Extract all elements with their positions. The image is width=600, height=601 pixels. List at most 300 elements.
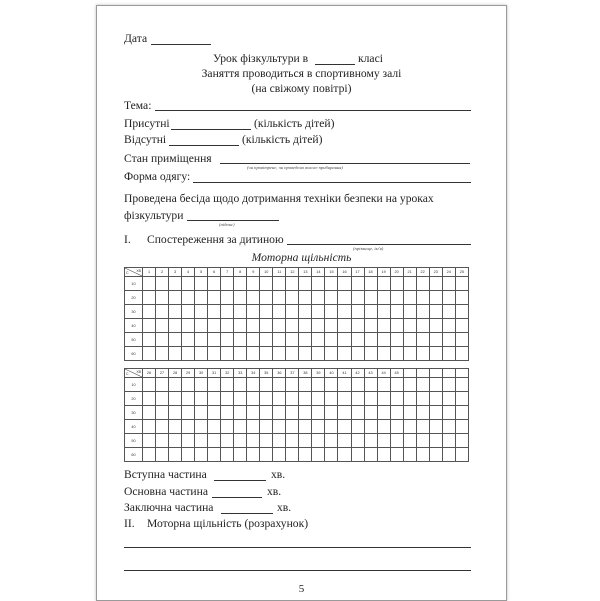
grid-cell[interactable] [403,305,416,319]
grid-cell[interactable] [260,448,273,462]
grid-cell[interactable] [351,448,364,462]
grid-cell[interactable] [260,434,273,448]
grid-cell[interactable] [351,347,364,361]
grid-cell[interactable] [312,448,325,462]
grid-cell[interactable] [169,277,182,291]
grid-cell[interactable] [143,277,156,291]
grid-cell[interactable] [195,448,208,462]
grid-cell[interactable] [260,420,273,434]
grid-cell[interactable] [351,378,364,392]
grid-cell[interactable] [351,333,364,347]
grid-cell[interactable] [156,448,169,462]
grid-cell[interactable] [338,434,351,448]
grid-cell[interactable] [442,406,455,420]
grid-cell[interactable] [312,305,325,319]
grid-cell[interactable] [182,319,195,333]
grid-cell[interactable] [299,406,312,420]
grid-cell[interactable] [182,333,195,347]
grid-cell[interactable] [195,406,208,420]
grid-cell[interactable] [325,406,338,420]
grid-cell[interactable] [364,392,377,406]
grid-cell[interactable] [364,305,377,319]
grid-cell[interactable] [286,420,299,434]
grid-cell[interactable] [169,333,182,347]
grid-cell[interactable] [455,448,468,462]
grid-cell[interactable] [182,434,195,448]
final-part-field[interactable] [221,513,273,514]
grid-cell[interactable] [364,378,377,392]
grid-cell[interactable] [234,291,247,305]
grid-cell[interactable] [221,319,234,333]
grid-cell[interactable] [143,392,156,406]
grid-cell[interactable] [403,406,416,420]
grid-cell[interactable] [182,392,195,406]
grid-cell[interactable] [299,420,312,434]
grid-cell[interactable] [286,333,299,347]
grid-cell[interactable] [390,378,403,392]
grid-cell[interactable] [156,347,169,361]
grid-cell[interactable] [195,434,208,448]
grid-cell[interactable] [208,420,221,434]
grid-cell[interactable] [221,291,234,305]
grid-cell[interactable] [299,319,312,333]
grid-cell[interactable] [273,434,286,448]
grid-cell[interactable] [403,448,416,462]
grid-cell[interactable] [429,420,442,434]
grid-cell[interactable] [390,420,403,434]
present-field[interactable] [171,129,251,130]
grid-cell[interactable] [286,448,299,462]
grid-cell[interactable] [416,448,429,462]
grid-cell[interactable] [403,347,416,361]
grid-cell[interactable] [208,434,221,448]
grid-cell[interactable] [416,434,429,448]
grid-cell[interactable] [260,333,273,347]
grid-cell[interactable] [208,392,221,406]
grid-cell[interactable] [351,319,364,333]
grid-cell[interactable] [377,291,390,305]
grid-cell[interactable] [338,406,351,420]
grid-cell[interactable] [442,392,455,406]
grid-cell[interactable] [429,448,442,462]
grid-cell[interactable] [312,319,325,333]
grid-cell[interactable] [416,305,429,319]
grid-cell[interactable] [390,305,403,319]
grid-cell[interactable] [234,277,247,291]
grid-cell[interactable] [221,434,234,448]
grid-cell[interactable] [377,347,390,361]
grid-cell[interactable] [143,347,156,361]
grid-cell[interactable] [299,333,312,347]
grid-cell[interactable] [143,305,156,319]
grid-cell[interactable] [182,420,195,434]
topic-field[interactable] [155,110,471,111]
grid-cell[interactable] [195,277,208,291]
grid-cell[interactable] [221,392,234,406]
grid-cell[interactable] [416,378,429,392]
grid-cell[interactable] [338,448,351,462]
grid-cell[interactable] [364,434,377,448]
grid-cell[interactable] [273,305,286,319]
grid-cell[interactable] [143,434,156,448]
grid-cell[interactable] [390,406,403,420]
grid-cell[interactable] [442,420,455,434]
grid-cell[interactable] [195,420,208,434]
grid-cell[interactable] [195,333,208,347]
grid-cell[interactable] [364,420,377,434]
grid-cell[interactable] [325,277,338,291]
grid-cell[interactable] [312,347,325,361]
grid-cell[interactable] [325,420,338,434]
grid-cell[interactable] [143,378,156,392]
grid-cell[interactable] [377,448,390,462]
grid-cell[interactable] [208,319,221,333]
grid-cell[interactable] [156,305,169,319]
grid-cell[interactable] [221,420,234,434]
grid-cell[interactable] [247,420,260,434]
grid-cell[interactable] [299,378,312,392]
grid-cell[interactable] [286,406,299,420]
grid-cell[interactable] [286,378,299,392]
grid-cell[interactable] [312,434,325,448]
grid-cell[interactable] [377,319,390,333]
grid-cell[interactable] [351,420,364,434]
calc-line-1[interactable] [124,547,471,548]
room-state-field[interactable] [220,163,470,164]
grid-cell[interactable] [390,277,403,291]
grid-cell[interactable] [182,347,195,361]
grid-cell[interactable] [143,319,156,333]
grid-cell[interactable] [442,291,455,305]
grid-cell[interactable] [169,448,182,462]
grid-cell[interactable] [416,333,429,347]
grid-cell[interactable] [286,319,299,333]
grid-cell[interactable] [455,319,468,333]
grid-cell[interactable] [416,406,429,420]
grid-cell[interactable] [403,392,416,406]
grid-cell[interactable] [325,347,338,361]
grid-cell[interactable] [273,319,286,333]
grid-cell[interactable] [325,448,338,462]
grid-cell[interactable] [338,319,351,333]
grid-cell[interactable] [273,406,286,420]
grid-cell[interactable] [364,406,377,420]
grid-cell[interactable] [364,277,377,291]
grid-cell[interactable] [299,392,312,406]
grid-cell[interactable] [429,406,442,420]
grid-cell[interactable] [390,448,403,462]
grid-cell[interactable] [208,406,221,420]
grid-cell[interactable] [377,378,390,392]
grid-cell[interactable] [377,333,390,347]
grid-cell[interactable] [312,291,325,305]
grid-cell[interactable] [351,291,364,305]
grid-cell[interactable] [221,305,234,319]
grid-cell[interactable] [208,347,221,361]
grid-cell[interactable] [416,392,429,406]
grid-cell[interactable] [286,291,299,305]
grid-cell[interactable] [325,392,338,406]
grid-cell[interactable] [364,319,377,333]
grid-cell[interactable] [403,319,416,333]
grid-cell[interactable] [221,406,234,420]
grid-cell[interactable] [247,406,260,420]
grid-cell[interactable] [234,319,247,333]
grid-cell[interactable] [260,406,273,420]
grid-cell[interactable] [143,420,156,434]
grid-cell[interactable] [260,347,273,361]
grid-cell[interactable] [429,277,442,291]
grid-cell[interactable] [390,291,403,305]
grid-cell[interactable] [260,305,273,319]
grid-cell[interactable] [455,305,468,319]
grid-cell[interactable] [169,434,182,448]
grid-cell[interactable] [234,434,247,448]
grid-cell[interactable] [364,448,377,462]
grid-cell[interactable] [325,319,338,333]
grid-cell[interactable] [338,333,351,347]
grid-cell[interactable] [442,319,455,333]
grid-cell[interactable] [208,378,221,392]
grid-cell[interactable] [247,277,260,291]
grid-cell[interactable] [182,291,195,305]
grid-cell[interactable] [143,333,156,347]
grid-cell[interactable] [221,448,234,462]
grid-cell[interactable] [156,406,169,420]
grid-cell[interactable] [429,291,442,305]
grid-cell[interactable] [195,378,208,392]
intro-part-field[interactable] [214,480,266,481]
grid-cell[interactable] [169,319,182,333]
child-name-field[interactable] [287,244,471,245]
grid-cell[interactable] [429,347,442,361]
grid-cell[interactable] [390,347,403,361]
grid-cell[interactable] [247,434,260,448]
grid-cell[interactable] [221,277,234,291]
grid-cell[interactable] [208,305,221,319]
grid-cell[interactable] [390,392,403,406]
grid-cell[interactable] [234,448,247,462]
grid-cell[interactable] [455,392,468,406]
grid-cell[interactable] [208,277,221,291]
main-part-field[interactable] [212,497,262,498]
grid-cell[interactable] [156,277,169,291]
grid-cell[interactable] [299,347,312,361]
grid-cell[interactable] [429,305,442,319]
grid-cell[interactable] [429,319,442,333]
grid-cell[interactable] [338,420,351,434]
grid-cell[interactable] [299,434,312,448]
grid-cell[interactable] [156,420,169,434]
grid-cell[interactable] [325,434,338,448]
grid-cell[interactable] [156,319,169,333]
grid-cell[interactable] [208,291,221,305]
grid-cell[interactable] [312,392,325,406]
grid-cell[interactable] [377,420,390,434]
grid-cell[interactable] [312,420,325,434]
grid-cell[interactable] [221,333,234,347]
grid-cell[interactable] [286,277,299,291]
grid-cell[interactable] [156,434,169,448]
grid-cell[interactable] [351,434,364,448]
grid-cell[interactable] [247,347,260,361]
grid-cell[interactable] [247,448,260,462]
grid-cell[interactable] [455,291,468,305]
grid-cell[interactable] [247,319,260,333]
grid-cell[interactable] [377,305,390,319]
grid-cell[interactable] [351,406,364,420]
grid-cell[interactable] [351,392,364,406]
grid-cell[interactable] [377,392,390,406]
grid-cell[interactable] [455,434,468,448]
grid-cell[interactable] [312,277,325,291]
grid-cell[interactable] [429,434,442,448]
grid-cell[interactable] [156,392,169,406]
uniform-field[interactable] [193,182,471,183]
grid-cell[interactable] [338,291,351,305]
grid-cell[interactable] [325,305,338,319]
grid-cell[interactable] [260,319,273,333]
grid-cell[interactable] [429,378,442,392]
grid-cell[interactable] [312,378,325,392]
grid-cell[interactable] [429,392,442,406]
safety-signature-field[interactable] [187,220,279,221]
grid-cell[interactable] [156,378,169,392]
class-field[interactable] [315,64,355,65]
grid-cell[interactable] [247,305,260,319]
grid-cell[interactable] [273,333,286,347]
grid-cell[interactable] [286,392,299,406]
grid-cell[interactable] [455,406,468,420]
grid-cell[interactable] [143,448,156,462]
grid-cell[interactable] [338,305,351,319]
grid-cell[interactable] [247,291,260,305]
grid-cell[interactable] [338,392,351,406]
grid-cell[interactable] [364,291,377,305]
grid-cell[interactable] [247,378,260,392]
grid-cell[interactable] [390,434,403,448]
grid-cell[interactable] [325,291,338,305]
grid-cell[interactable] [273,448,286,462]
grid-cell[interactable] [195,305,208,319]
grid-cell[interactable] [351,277,364,291]
grid-cell[interactable] [169,305,182,319]
calc-line-2[interactable] [124,570,471,571]
grid-cell[interactable] [260,277,273,291]
grid-cell[interactable] [234,420,247,434]
grid-cell[interactable] [247,392,260,406]
grid-cell[interactable] [286,434,299,448]
grid-cell[interactable] [416,420,429,434]
grid-cell[interactable] [442,378,455,392]
grid-cell[interactable] [442,305,455,319]
grid-cell[interactable] [182,305,195,319]
grid-cell[interactable] [143,406,156,420]
grid-cell[interactable] [286,305,299,319]
grid-cell[interactable] [455,277,468,291]
grid-cell[interactable] [195,291,208,305]
grid-cell[interactable] [234,347,247,361]
grid-cell[interactable] [169,347,182,361]
grid-cell[interactable] [325,378,338,392]
grid-cell[interactable] [208,448,221,462]
grid-cell[interactable] [143,291,156,305]
grid-cell[interactable] [377,277,390,291]
grid-cell[interactable] [234,392,247,406]
grid-cell[interactable] [195,392,208,406]
grid-cell[interactable] [403,277,416,291]
grid-cell[interactable] [312,333,325,347]
grid-cell[interactable] [182,277,195,291]
date-field[interactable] [151,44,211,45]
grid-cell[interactable] [442,277,455,291]
grid-cell[interactable] [273,420,286,434]
grid-cell[interactable] [429,333,442,347]
grid-cell[interactable] [442,448,455,462]
grid-cell[interactable] [403,291,416,305]
grid-cell[interactable] [416,319,429,333]
grid-cell[interactable] [442,333,455,347]
grid-cell[interactable] [195,319,208,333]
grid-cell[interactable] [156,291,169,305]
grid-cell[interactable] [377,434,390,448]
grid-cell[interactable] [182,406,195,420]
absent-field[interactable] [169,145,239,146]
grid-cell[interactable] [169,406,182,420]
grid-cell[interactable] [169,392,182,406]
grid-cell[interactable] [273,277,286,291]
grid-cell[interactable] [442,347,455,361]
grid-cell[interactable] [403,333,416,347]
grid-cell[interactable] [351,305,364,319]
grid-cell[interactable] [416,347,429,361]
grid-cell[interactable] [156,333,169,347]
grid-cell[interactable] [312,406,325,420]
grid-cell[interactable] [403,378,416,392]
grid-cell[interactable] [208,333,221,347]
grid-cell[interactable] [286,347,299,361]
grid-cell[interactable] [169,291,182,305]
grid-cell[interactable] [299,305,312,319]
grid-cell[interactable] [455,347,468,361]
grid-cell[interactable] [299,277,312,291]
grid-cell[interactable] [234,378,247,392]
grid-cell[interactable] [455,420,468,434]
grid-cell[interactable] [455,378,468,392]
grid-cell[interactable] [299,448,312,462]
grid-cell[interactable] [169,420,182,434]
grid-cell[interactable] [299,291,312,305]
grid-cell[interactable] [273,347,286,361]
grid-cell[interactable] [182,448,195,462]
grid-cell[interactable] [260,291,273,305]
grid-cell[interactable] [182,378,195,392]
grid-cell[interactable] [338,347,351,361]
grid-cell[interactable] [338,378,351,392]
grid-cell[interactable] [338,277,351,291]
grid-cell[interactable] [377,406,390,420]
grid-cell[interactable] [416,291,429,305]
grid-cell[interactable] [325,333,338,347]
grid-cell[interactable] [403,420,416,434]
grid-cell[interactable] [364,347,377,361]
grid-cell[interactable] [221,378,234,392]
grid-cell[interactable] [403,434,416,448]
grid-cell[interactable] [390,319,403,333]
grid-cell[interactable] [273,378,286,392]
grid-cell[interactable] [169,378,182,392]
grid-cell[interactable] [273,291,286,305]
